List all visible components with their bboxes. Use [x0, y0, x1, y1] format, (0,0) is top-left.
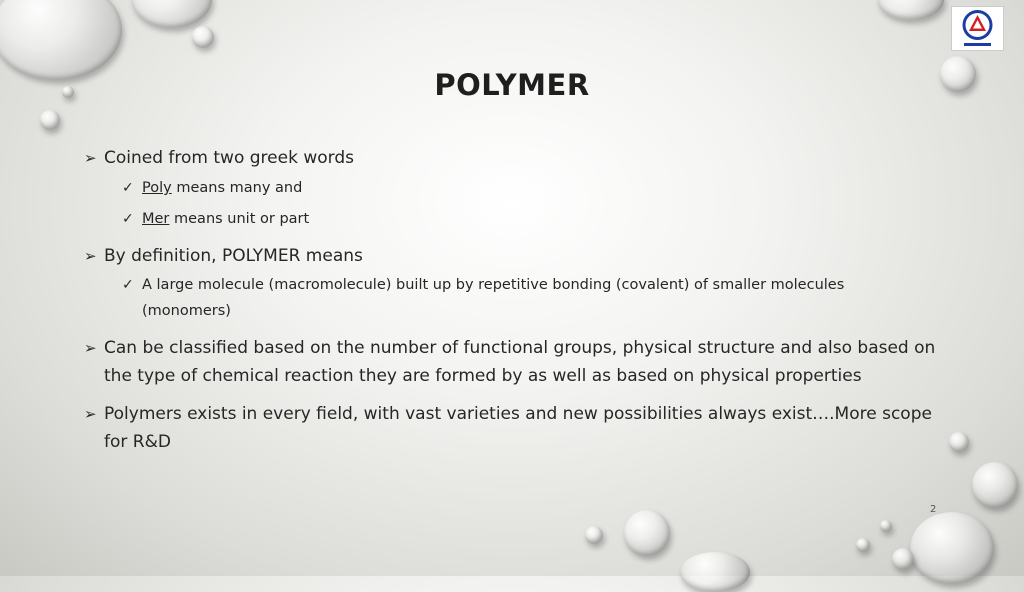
water-drop-decoration [878, 0, 944, 20]
bullet-text: Polymers exists in every field, with vast varieties and new possibilities always exist….More scope for R&D [104, 404, 932, 452]
bullet-item [84, 144, 954, 172]
water-drop-decoration [40, 110, 60, 130]
slide-title: POLYMER [434, 68, 590, 102]
arrow-bullet-icon: ➢ [84, 247, 97, 265]
arrow-bullet-icon: ➢ [84, 339, 97, 357]
water-drop-decoration [585, 526, 603, 544]
arrow-bullet-icon: ➢ [84, 149, 97, 167]
sub-bullet-item [84, 175, 954, 201]
water-drop-decoration [624, 510, 670, 556]
sub-bullet-item [84, 272, 932, 324]
bullet-item [84, 400, 954, 456]
sub-bullet-text: A large molecule (macromolecule) built up by repetitive bonding (covalent) of smaller molecules (monomers) [142, 277, 845, 319]
water-drop-decoration [910, 512, 994, 584]
bullet-text: By definition, POLYMER means [104, 246, 363, 266]
sub-bullet-item [84, 206, 954, 232]
bullet-item [84, 334, 954, 390]
sub-bullet-text: means many and [171, 180, 303, 196]
slide-content [84, 144, 954, 456]
slide-number: 2 [930, 504, 937, 515]
term-mer: Mer [142, 211, 170, 227]
water-drop-decoration [192, 26, 214, 48]
water-drop-decoration [972, 462, 1018, 508]
bis-logo-icon [951, 6, 1004, 51]
term-poly: Poly [142, 180, 172, 196]
water-drop-decoration [892, 548, 914, 570]
bullet-item [84, 242, 954, 270]
bullet-text: Can be classified based on the number of functional groups, physical structure and also based on the type of chemical reaction they are formed by as well as based on physical properties [104, 338, 936, 386]
bullet-text: Coined from two greek words [104, 148, 354, 168]
water-drop-decoration [856, 538, 870, 552]
sub-bullet-text: means unit or part [169, 211, 310, 227]
water-drop-decoration [132, 0, 212, 28]
water-drop-decoration [680, 552, 750, 592]
checkmark-bullet-icon: ✓ [122, 211, 134, 227]
checkmark-bullet-icon: ✓ [122, 180, 134, 196]
water-drop-decoration [880, 520, 892, 532]
checkmark-bullet-icon: ✓ [122, 277, 134, 293]
arrow-bullet-icon: ➢ [84, 405, 97, 423]
